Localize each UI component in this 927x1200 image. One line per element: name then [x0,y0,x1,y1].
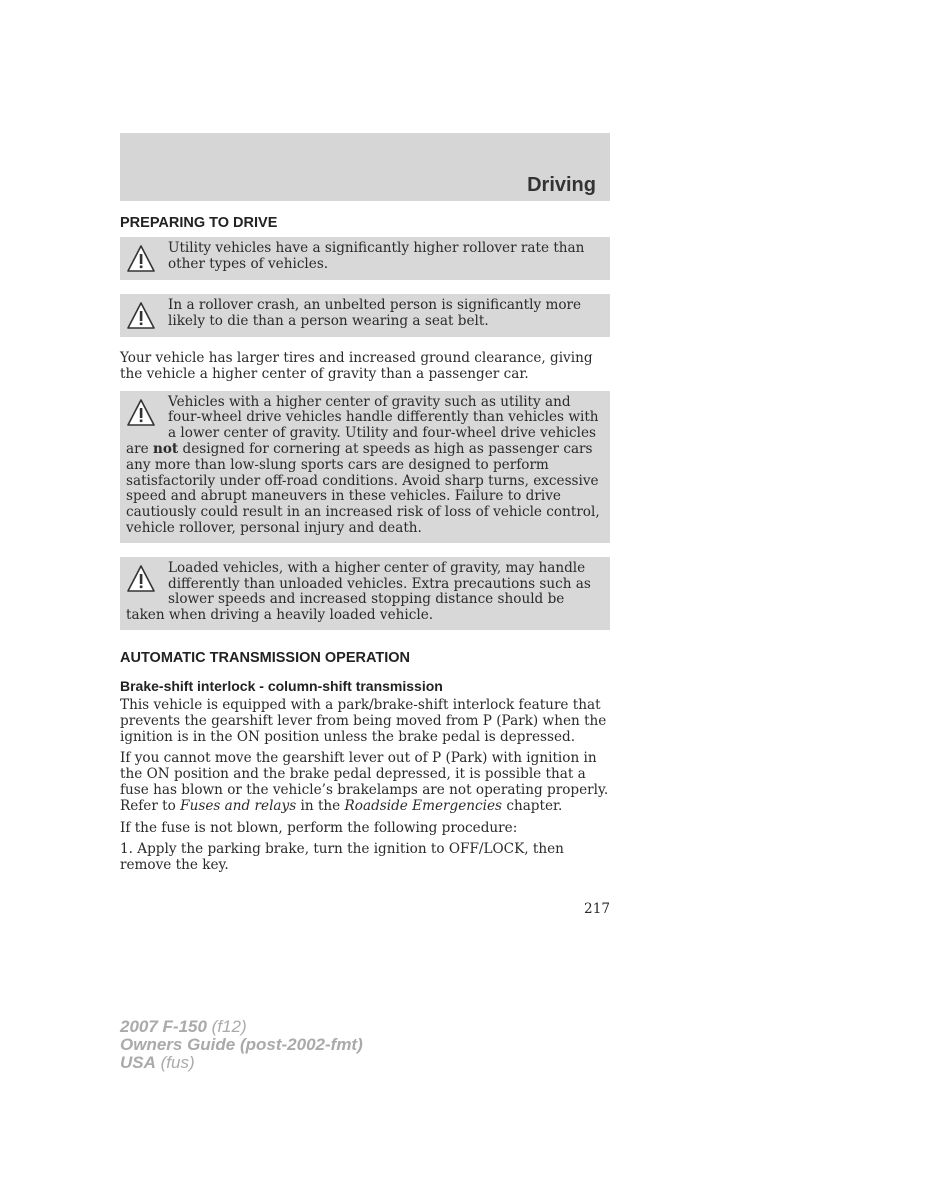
warning-triangle-icon [126,398,156,428]
paragraph-tires: Your vehicle has larger tires and increased ground clearance, giving the vehicle a higher center of gravity than a passenger car. [120,350,593,382]
warning-box-3 [120,391,610,543]
warning-text: In a rollover crash, an unbelted person is significantly more likely to die than a person wearing a seat belt. [168,297,582,329]
reference-fuses: Fuses and relays [180,797,297,814]
warning-triangle-icon [126,301,156,331]
page-number: 217 [584,901,610,917]
page-content [120,213,610,874]
warning-text: Loaded vehicles, with a higher center of gravity, may handle differently than unloaded vehicles. Extra precautions such as slower speeds and increased stopping distance should be taken when driving a heavily loaded vehicle. [126,559,591,624]
subheading-brake-shift: Brake-shift interlock - column-shift transmission [120,677,443,694]
warning-box-1 [120,237,610,280]
paragraph-interlock: This vehicle is equipped with a park/brake-shift interlock feature that prevents the gearshift lever from being moved from P (Park) when the ignition is in the ON position unless the brake pedal is depressed. [120,696,607,745]
document-footer [120,1018,363,1072]
warning-triangle-icon [126,244,156,274]
warning-triangle-icon [126,564,156,594]
header-band [120,133,610,201]
paragraph-fuse: If you cannot move the gearshift lever out of P (Park) with ignition in the ON position and the brake pedal depressed, it is possible that a fuse has blown or the vehicle’s brakelamps are not operating properly. Refer to Fuses and relays in the Roadside Emergencies chapter. [120,750,609,814]
warning-box-2 [120,294,610,337]
reference-roadside: Roadside Emergencies [344,797,503,814]
section-heading-transmission: AUTOMATIC TRANSMISSION OPERATION [120,649,410,666]
emphasis-not: not [152,440,179,457]
chapter-title: Driving [527,174,596,196]
procedure-step-1: 1. Apply the parking brake, turn the ignition to OFF/LOCK, then remove the key. [120,841,564,874]
section-heading-preparing: PREPARING TO DRIVE [120,215,278,231]
warning-box-4 [120,557,610,630]
footer-line-1: 2007 F-150 (f12) [120,1017,247,1036]
warning-text: Utility vehicles have a significantly higher rollover rate than other types of vehicles. [168,240,585,272]
warning-text: Vehicles with a higher center of gravity such as utility and four-wheel drive vehicles handle differently than vehicles with a lower center of gravity. Utility and four-wheel drive vehicles are not designed for cornering at speeds as high as passenger cars any more than low-slung sports cars are designed to perform satisfactorily under off-road conditions. Avoid sharp turns, excessive speed and abrupt maneuvers in these vehicles. Failure to drive cautiously could result in an increased risk of loss of vehicle control, vehicle rollover, personal injury and death. [126,393,600,536]
footer-line-3: USA (fus) [120,1053,195,1072]
paragraph-procedure-intro: If the fuse is not blown, perform the following procedure: [120,819,518,836]
footer-line-2: Owners Guide (post-2002-fmt) [120,1035,363,1054]
